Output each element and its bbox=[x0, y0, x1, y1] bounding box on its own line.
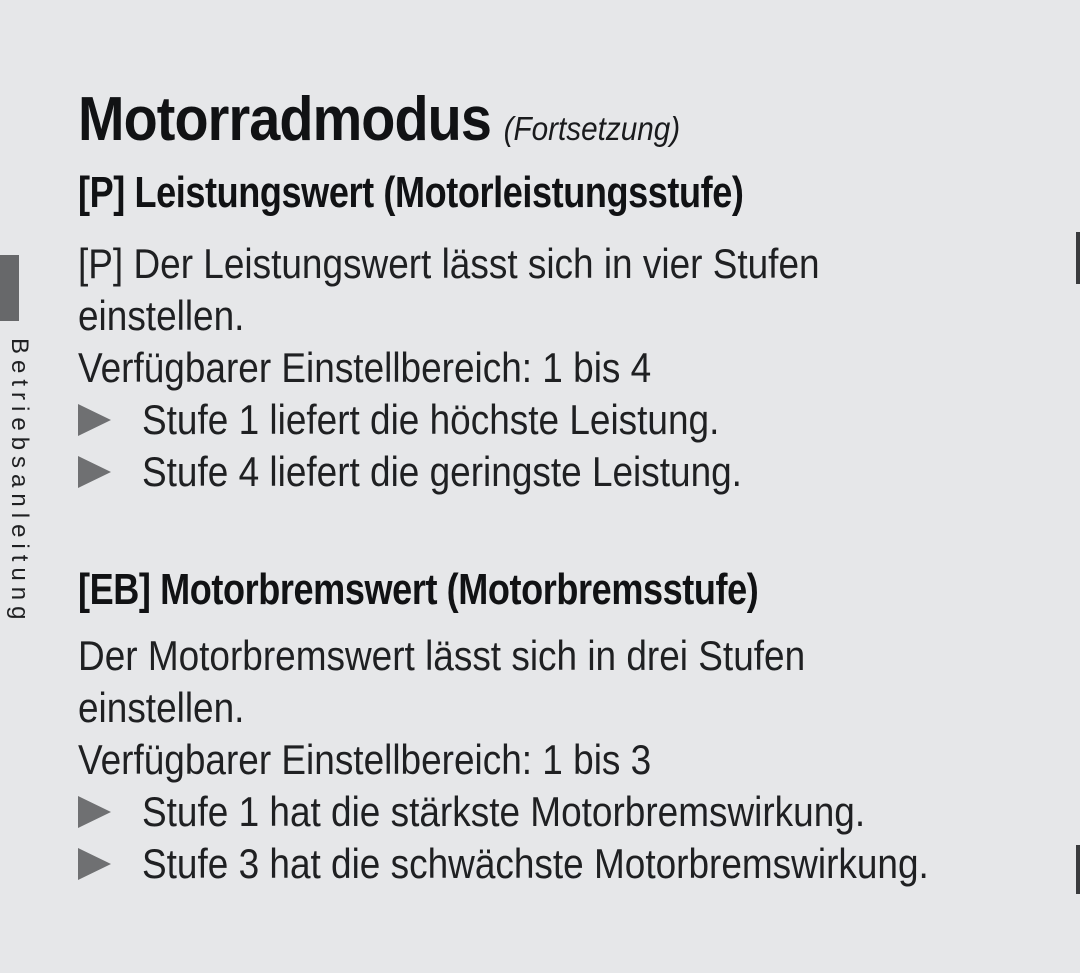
paragraph-line-text: [P] Der Leistungswert lässt sich in vier Stufen bbox=[78, 240, 820, 287]
list-item bbox=[78, 786, 1036, 838]
page-edge-index-mark bbox=[1076, 232, 1080, 284]
bullet-arrow-icon bbox=[78, 848, 111, 880]
paragraph-line bbox=[78, 630, 1036, 682]
list-item bbox=[78, 838, 1036, 890]
paragraph-line bbox=[78, 290, 921, 342]
page-title: Motorradmodus bbox=[78, 85, 491, 154]
section-body-power-level bbox=[78, 238, 921, 498]
list-item bbox=[78, 446, 921, 498]
list-item-text: Stufe 1 hat die stärkste Motorbremswirkung. bbox=[142, 788, 866, 835]
section-heading-power-level bbox=[78, 168, 890, 218]
paragraph-line-text: einstellen. bbox=[78, 292, 245, 339]
setting-range-text: Verfügbarer Einstellbereich: 1 bis 3 bbox=[78, 736, 652, 783]
page-title-row bbox=[78, 84, 680, 155]
setting-range-text: Verfügbarer Einstellbereich: 1 bis 4 bbox=[78, 344, 652, 391]
section-heading-engine-brake-level bbox=[78, 565, 908, 615]
section-heading-text: [P] Leistungswert (Motorleistungsstufe) bbox=[78, 168, 744, 217]
setting-range-line bbox=[78, 734, 1036, 786]
chapter-label-vertical: Betriebsanleitung bbox=[6, 338, 33, 626]
paragraph-line bbox=[78, 238, 921, 290]
paragraph-line bbox=[78, 682, 1036, 734]
bullet-arrow-icon bbox=[78, 796, 111, 828]
list-item-text: Stufe 4 liefert die geringste Leistung. bbox=[142, 448, 742, 495]
list-item-text: Stufe 1 liefert die höchste Leistung. bbox=[142, 396, 720, 443]
section-heading-text: [EB] Motorbremswert (Motorbremsstufe) bbox=[78, 565, 759, 614]
bullet-arrow-icon bbox=[78, 404, 111, 436]
list-item-text: Stufe 3 hat die schwächste Motorbremswirkung. bbox=[142, 840, 929, 887]
paragraph-line-text: Der Motorbremswert lässt sich in drei Stufen bbox=[78, 632, 806, 679]
paragraph-line-text: einstellen. bbox=[78, 684, 245, 731]
page-edge-index-mark bbox=[1076, 845, 1080, 894]
chapter-tab-marker bbox=[0, 255, 19, 321]
page-title-continuation: (Fortsetzung) bbox=[503, 110, 681, 147]
setting-range-line bbox=[78, 342, 921, 394]
bullet-arrow-icon bbox=[78, 456, 111, 488]
list-item bbox=[78, 394, 921, 446]
section-body-engine-brake-level bbox=[78, 630, 1036, 890]
